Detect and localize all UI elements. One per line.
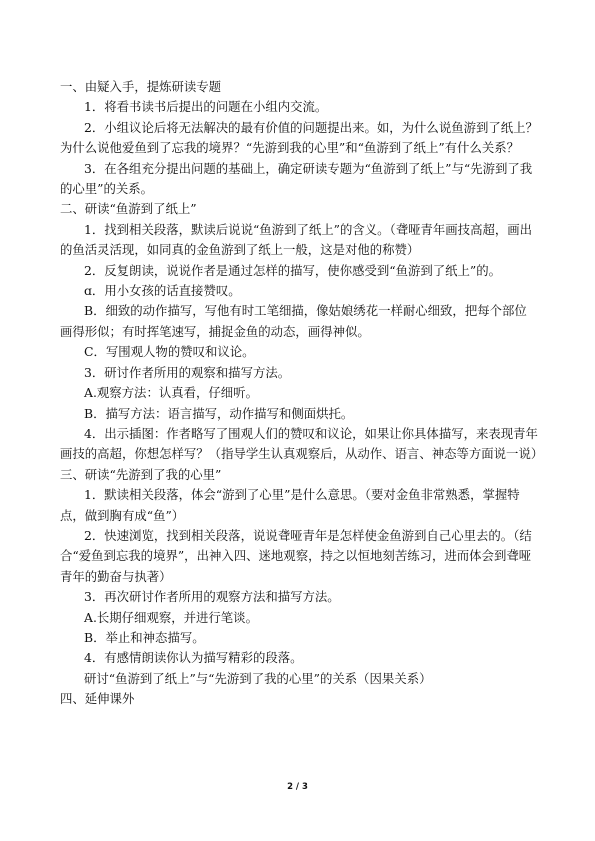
paragraph-3-3: 3．再次研讨作者所用的观察方法和描写方法。 (84, 589, 340, 605)
section-heading-3: 三、研读“先游到了我的心里” (60, 466, 222, 482)
paragraph-2-3b: B．描写方法：语言描写，动作描写和侧面烘托。 (84, 405, 354, 421)
section-heading-4: 四、延伸课外 (60, 691, 135, 707)
paragraph-2-2a: ɑ．用小女孩的话直接赞叹。 (84, 283, 241, 299)
paragraph-2-2: 2．反复朗读，说说作者是通过怎样的描写，使你感受到“鱼游到了纸上”的。 (84, 262, 502, 278)
paragraph-3-3a: A.长期仔细观察，并进行笔谈。 (84, 609, 258, 625)
paragraph-1-2: 2．小组议论后将无法解决的最有价值的问题提出来。如，为什么说鱼游到了纸上？为什么说他爱鱼到了忘我的境界？“先游到我的心里”和“鱼游到了纸上”有什么关系？ (60, 119, 538, 156)
section-heading-1: 一、由疑入手，提炼研读专题 (60, 79, 222, 94)
paragraph-3-1: 1．默读相关段落，体会“游到了心里”是什么意思。（要对金鱼非常熟悉，掌握特点，做到胸有成“鱼”） (60, 487, 520, 523)
paragraph-3-4: 4．有感情朗读你认为描写精彩的段落。 (84, 650, 303, 666)
paragraph-2-2c: C．写围观人物的赞叹和议论。 (84, 344, 255, 360)
paragraph-3-3b: B．举止和神态描写。 (84, 629, 205, 645)
page-number: 2 / 3 (287, 782, 308, 792)
paragraph-2-3a: A.观察方法：认真看，仔细听。 (84, 385, 258, 401)
paragraph-1-1: 1．将看书读书后提出的问题在小组内交流。 (84, 99, 328, 115)
paragraph-2-3: 3．研讨作者所用的观察和描写方法。 (84, 364, 291, 380)
paragraph-2-1: 1．找到相关段落，默读后说说“鱼游到了纸上”的含义。（聋哑青年画技高超，画出的鱼活灵活现，如同真的金鱼游到了纸上一般，这是对他的称赞） (60, 221, 533, 258)
paragraph-2-2b: B．细致的动作描写，写他有时工笔细描，像姑娘绣花一样耐心细致，把每个部位画得形似；有时挥笔速写，捕捉金鱼的动态，画得神似。 (60, 303, 527, 339)
paragraph-3-2: 2．快速浏览，找到相关段落，说说聋哑青年是怎样使金鱼游到自己心里去的。（结合“爱鱼到忘我的境界”，出神入四、迷地观察，持之以恒地刻苦练习，进而体会到聋哑青年的勤奋与执著） (60, 527, 532, 584)
document-body (60, 77, 544, 710)
paragraph-2-4: 4．出示插图：作者略写了围观人们的赞叹和议论，如果让你具体描写，来表现青年画技的高超，你想怎样写？（指导学生认真观察后，从动作、语言、神态等方面说一说） (60, 425, 544, 462)
paragraph-3-summary: 研讨“鱼游到了纸上”与“先游到了我的心里”的关系（因果关系） (84, 670, 432, 686)
section-heading-2: 二、研读“鱼游到了纸上” (60, 201, 197, 217)
paragraph-1-3: 3．在各组充分提出问题的基础上，确定研读专题为“鱼游到了纸上”与“先游到了我的心里”的关系。 (60, 160, 533, 197)
